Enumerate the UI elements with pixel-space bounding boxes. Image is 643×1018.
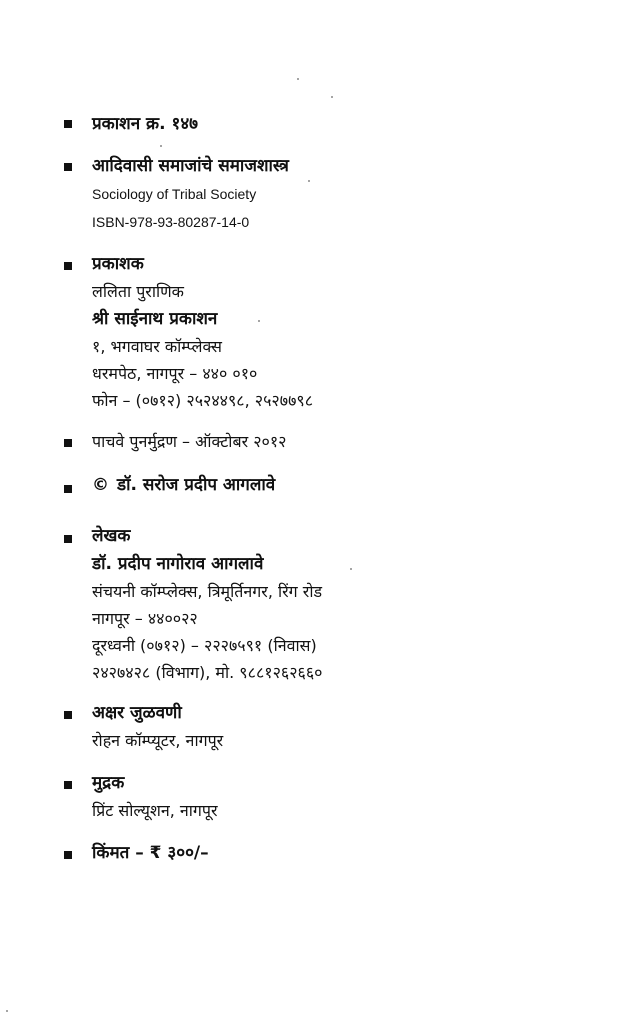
isbn: ISBN-978-93-80287-14-0 bbox=[92, 214, 250, 230]
scan-speck bbox=[308, 180, 310, 182]
book-subtitle-english: Sociology of Tribal Society bbox=[92, 186, 257, 202]
price: किंमत – ₹ ३००/– bbox=[92, 843, 209, 863]
publisher-address-line2: धरमपेठ, नागपूर – ४४० ०१० bbox=[92, 364, 258, 383]
bullet-icon bbox=[64, 439, 72, 447]
author-name: डॉ. प्रदीप नागोराव आगलावे bbox=[92, 554, 264, 574]
author-phone-residence: दूरध्वनी (०७१२) – २२२७५९१ (निवास) bbox=[92, 636, 317, 655]
bullet-icon bbox=[64, 163, 72, 171]
author-address-line1: संचयनी कॉम्प्लेक्स, त्रिमूर्तिनगर, रिंग रोड bbox=[92, 582, 323, 601]
bullet-icon bbox=[64, 535, 72, 543]
printer-heading: मुद्रक bbox=[92, 773, 125, 793]
bullet-icon bbox=[64, 781, 72, 789]
publisher-heading: प्रकाशक bbox=[92, 254, 144, 274]
bullet-icon bbox=[64, 485, 72, 493]
publication-number: प्रकाशन क्र. १४७ bbox=[92, 114, 198, 134]
copyright-icon: © bbox=[92, 475, 109, 495]
scan-speck bbox=[258, 320, 260, 322]
copyright bbox=[92, 475, 275, 495]
book-title: आदिवासी समाजांचे समाजशास्त्र bbox=[92, 156, 289, 176]
publisher-phone: फोन – (०७१२) २५२४४९८, २५२७७९८ bbox=[92, 391, 314, 410]
author-address-line2: नागपूर – ४४००२२ bbox=[92, 609, 198, 628]
scan-speck bbox=[297, 78, 299, 80]
scan-speck bbox=[350, 568, 352, 570]
scan-speck bbox=[160, 145, 162, 147]
scan-speck bbox=[6, 1010, 8, 1012]
printer-value: प्रिंट सोल्यूशन, नागपूर bbox=[92, 801, 218, 820]
bullet-icon bbox=[64, 262, 72, 270]
edition: पाचवे पुनर्मुद्रण – ऑक्टोबर २०१२ bbox=[92, 432, 287, 451]
typesetting-heading: अक्षर जुळवणी bbox=[92, 703, 182, 723]
copyright-holder: डॉ. सरोज प्रदीप आगलावे bbox=[117, 475, 276, 495]
scan-speck bbox=[331, 96, 333, 98]
bullet-icon bbox=[64, 120, 72, 128]
publishing-house: श्री साईनाथ प्रकाशन bbox=[92, 309, 218, 329]
publisher-name: ललिता पुराणिक bbox=[92, 282, 184, 301]
typesetting-value: रोहन कॉम्प्यूटर, नागपूर bbox=[92, 731, 224, 750]
bullet-icon bbox=[64, 851, 72, 859]
author-phone-department: २४२७४२८ (विभाग), मो. ९८८१२६२६६० bbox=[92, 663, 323, 682]
author-heading: लेखक bbox=[92, 526, 131, 546]
bullet-icon bbox=[64, 711, 72, 719]
publisher-address-line1: १, भगवाघर कॉम्प्लेक्स bbox=[92, 337, 222, 356]
